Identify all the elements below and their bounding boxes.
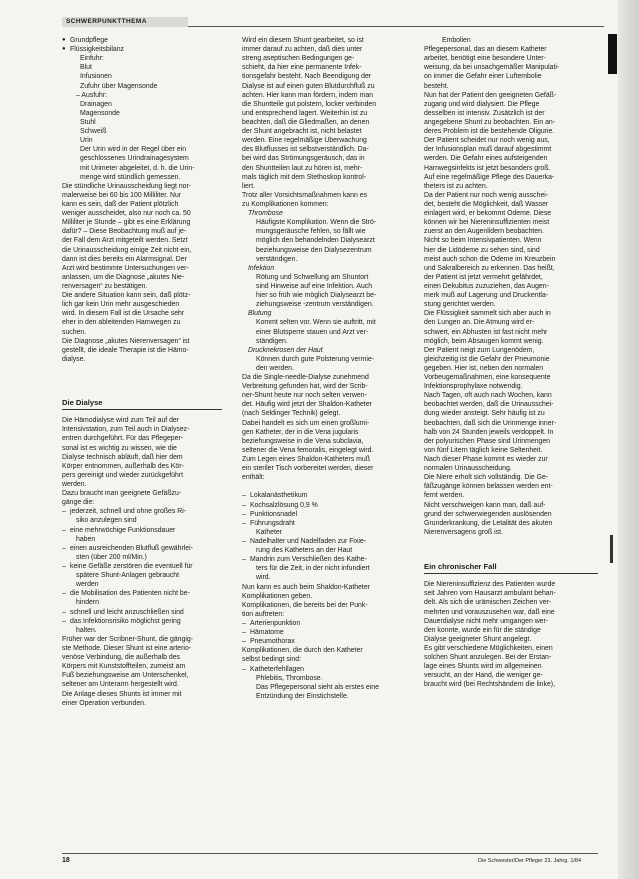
text-line: Nun hat der Patient den geeigneten Gefäß- (424, 91, 557, 99)
text-line: Die andere Situation kann sein, daß plötz- (62, 292, 191, 300)
text-line: Embolien (442, 37, 471, 44)
text-line: Die stündliche Urinausscheidung liegt nor- (62, 182, 192, 190)
text-line: zugang und wird dialysiert. Die Pflege (424, 100, 540, 108)
text-line: der Infusionsplan muß darauf abgestimmt (424, 146, 552, 154)
footer-rule (62, 853, 598, 854)
text-line: des Blutflusses ist selbstverständlich. Da- (242, 146, 369, 154)
text-line: merk muß auf Lagerung und Druckentla- (424, 292, 549, 300)
text-line: Milliliter je Stunde – gibt es eine Erklärung (62, 219, 191, 227)
text-column-2 (242, 36, 410, 701)
text-line: entren durchgeführt. Für das Pflegeper- (62, 435, 184, 443)
text-line: Können durch gute Polsterung vermie- (256, 355, 374, 363)
text-line: (nach Seldinger Technik) gelegt. (242, 410, 341, 418)
section-heading: Die Dialyse (62, 398, 103, 408)
text-line: einen Dekubitus zuzuziehen, das Augen- (424, 282, 549, 290)
text-line: beobachtet werden, daß die Urinausschei- (424, 401, 554, 409)
text-line: versucht, an der Hand, die weniger ge- (424, 672, 543, 680)
text-line: Die Anlage dieses Shunts ist immer mit (62, 690, 182, 698)
text-line: ziehungsweise -zentrum verständigen. (256, 301, 374, 309)
text-line: haben (76, 535, 96, 543)
text-line: hindern (76, 599, 99, 607)
text-line: kann es sein, daß der Patient plötzlich (62, 200, 179, 208)
text-line: Häufigste Komplikation. Wenn die Strö- (256, 219, 377, 227)
text-line: Auf eine regelmäßige Pflege des Dauerka- (424, 173, 555, 181)
text-line: beobachten, daß sich die Urinmenge inner- (424, 419, 557, 427)
text-line: fäßzugänge können belassen werden ent- (424, 483, 553, 491)
text-line: tionsgefahr besteht. Nach Beendigung der (242, 73, 372, 81)
text-line: deres Problem ist die bestehende Oligurie. (424, 128, 555, 136)
text-line: ters für die Zeit, in der nicht infundiert (256, 565, 370, 573)
text-line: zu Komplikationen kommen: (242, 200, 329, 208)
line-spacer (62, 382, 222, 391)
text-line: mals täglich mit dem Stethoskop kontrol- (242, 173, 367, 181)
text-line: meist auch schon die Ödeme im Kreuzbein (424, 255, 556, 263)
text-line: Infusionen (80, 73, 112, 81)
text-line: halten. (76, 626, 97, 634)
text-line: mehrten und vorauszusehen war, daß eine (424, 608, 555, 616)
text-line: und Sakralbereich zu erkennen. Das heißt, (424, 264, 555, 272)
text-line: anlassen, um die Diagnose „akutes Nie- (62, 273, 185, 281)
dash-item: – eine mehrwöchige Funktionsdauer (62, 526, 222, 535)
text-line: bei wird das Strömungsgeräusch, das in (242, 155, 365, 163)
text-line: Intensivstation, zum Teil auch in Dialysez- (62, 426, 190, 434)
text-line: selbst bedingt sind: (242, 656, 301, 664)
text-line: Die Flüssigkeit sammelt sich aber auch in (424, 310, 551, 318)
text-line: Der Patient neigt zum Lungenödem, (424, 346, 535, 354)
text-line: Thrombose (248, 210, 283, 218)
text-line: Drainagen (80, 100, 112, 108)
text-line: seit Jahren vom Hausarzt ambulant behan- (424, 590, 556, 598)
dash-item: – Lokalanästhetikum (242, 491, 410, 500)
text-line: immer darauf zu achten, daß dies unter (242, 46, 363, 54)
text-line: ständigen. (256, 337, 288, 345)
bullet-item: ● Grundpflege (62, 36, 222, 45)
text-line: dialyse. (62, 355, 86, 363)
text-line: Harnwegsinfekts ist jetzt besonders groß. (424, 164, 551, 172)
text-line: sind Hinweise auf eine Infektion. Auch (256, 282, 373, 290)
text-line: einer Blutsperre stauen und Arzt ver- (256, 328, 369, 336)
text-line: seltener die Vena femoralis, eingelegt wird. (242, 446, 374, 454)
text-line: venöse Verbindung, die außerhalb des (62, 654, 180, 662)
section-heading: Ein chronischer Fall (424, 562, 497, 572)
text-line: Pflegepersonal, das an diesem Katheter (424, 46, 547, 54)
text-line: enthält: (242, 474, 265, 482)
text-line: werden (76, 581, 99, 589)
text-line: normalen Urinausscheidung. (424, 465, 512, 473)
text-line: schieht, da hier eine permanente Infek- (242, 64, 362, 72)
text-line: Die Hämodialyse wird zum Teil auf der (62, 417, 180, 425)
text-line: Katheter (256, 528, 283, 536)
text-line: weisung, da bei unsachgemäßer Manipulati- (424, 64, 560, 72)
text-line: Rötung und Schwellung am Shuntort (256, 273, 369, 281)
text-line: und entsprechend lagert. Weiterhin ist zu (242, 109, 368, 117)
text-line: beachten, daß die Gliedmaßen, an denen (242, 118, 370, 126)
text-line: Dialyse ist auf einen guten Blutdurchfluß zu (242, 82, 375, 90)
dash-item: – keine Gefäße zerstören die eventuell für (62, 562, 222, 571)
dash-item: – einen ausreichenden Blutfluß gewährlei- (62, 544, 222, 553)
text-line: gänge die: (62, 499, 95, 507)
text-line: Es gibt verschiedene Möglichkeiten, einen (424, 645, 553, 652)
dash-item: – Hämatome (242, 628, 410, 637)
line-spacer (242, 482, 410, 491)
text-line: besteht. (424, 82, 449, 90)
text-line: Nierenversagens groß ist. (424, 528, 503, 536)
text-line: hier die Lidödeme zu sehen sind, sind (424, 246, 540, 254)
text-line: den werden. (256, 364, 294, 372)
line-spacer (424, 537, 598, 546)
text-line: Dialyse technisch abläuft, daß hier dem (62, 453, 183, 461)
text-line: der Shunt angebracht ist, nicht belastet (242, 128, 362, 136)
dash-item: – Arterienpunktion (242, 619, 410, 628)
text-line: Körpers mit Kunststoffteilen, zumeist am (62, 663, 186, 671)
page-number: 18 (62, 857, 70, 864)
bullet-item: ● Flüssigkeitsbilanz (62, 45, 222, 54)
text-line: eher in den ableitenden Harnwegen zu (62, 319, 181, 327)
text-line: Komplikationen geben. (242, 592, 313, 600)
text-line: lich gar kein Urin mehr ausgeschieden (62, 301, 180, 309)
text-line: Vorbeugemaßnahmen, eine konsequente (424, 374, 551, 382)
dash-item: – Nadelhalter und Nadelfaden zur Fixie- (242, 537, 410, 546)
text-line: sonal ist es wichtig zu wissen, wie die (62, 444, 177, 452)
text-line: Dialyse geeigneter Shunt angelegt. (424, 635, 532, 643)
text-line: Nach dieser Phase kommt es wieder zur (424, 456, 548, 464)
tab-marker (608, 34, 617, 74)
text-line: achten. Hier kann man fördern, indem man (242, 91, 373, 99)
text-line: stung gerichtet werden. (424, 301, 496, 309)
section-rubric: SCHWERPUNKTTHEMA (62, 17, 188, 27)
line-spacer (62, 373, 222, 382)
dash-item: – jederzeit, schnell und ohne großes Ri- (62, 507, 222, 516)
text-line: liert. (242, 182, 256, 190)
text-line: spätere Shunt-Anlagen gebraucht (76, 572, 180, 580)
text-column-3 (424, 36, 598, 690)
text-line: Trotz aller Vorsichtsmaßnahmen kann es (242, 191, 367, 199)
text-line: malerweise bei 60 bis 100 Milliliter. Nur (62, 191, 182, 199)
text-line: menge wird stündlich gemessen. (80, 173, 181, 181)
text-line: braucht wird (bei Rechtshändern die linke), (424, 681, 555, 689)
text-line: Nach Tagen, oft auch nach Wochen, kann (424, 392, 552, 400)
text-line: gen Katheter, der in die Vena jugularis (242, 428, 359, 436)
text-line: on immer die Gefahr einer Luftembolie (424, 73, 542, 81)
text-line: Zufuhr über Magensonde (80, 82, 158, 90)
text-line: den konnte, wurde ein für die ständige (424, 626, 541, 634)
text-line: angegebene Shunt zu beobachten. Ein an- (424, 118, 556, 126)
line-spacer (62, 364, 222, 373)
footer-citation: Die Schwester/Der Pfleger 23. Jahrg. 1/84 (478, 858, 582, 864)
text-line: Blutung (248, 310, 272, 318)
text-line: lage eines Shunts wird im allgemeinen (424, 663, 542, 671)
text-line: Stuhl (80, 118, 96, 126)
text-line: Drucknekrosen der Haut (248, 346, 323, 354)
text-line: mungsgeräusche fehlen, so fällt wie (256, 228, 366, 236)
text-line: delt. Als sich die urämischen Zeichen ver- (424, 599, 552, 607)
dash-item: – Pneumothorax (242, 637, 410, 646)
dash-item: – Führungsdraht (242, 519, 410, 528)
text-line: die Urinausscheidung einige Zeit nicht ein, (62, 246, 192, 254)
dash-item: – das Infektionsrisiko möglichst gering (62, 617, 222, 626)
text-line: Der Urin wird in der Regel über ein (80, 146, 187, 154)
text-line: rung des Katheters an der Haut (256, 547, 353, 555)
text-column-1 (62, 36, 222, 708)
text-line: den Lungen an. Die Atmung wird er- (424, 319, 535, 327)
text-line: von fünf Litern täglich keine Seltenheit. (424, 446, 543, 454)
text-line: Da die Single-needle-Dialyse zunehmend (242, 374, 369, 382)
text-line: arbeitet, benötigt eine besondere Unter- (424, 55, 546, 63)
text-line: der polyurischen Phase sind Urinmengen (424, 437, 551, 445)
text-line: verständigen. (256, 255, 298, 263)
text-line: sten (über 200 ml/Min.) (76, 553, 147, 561)
text-line: Wird ein diesem Shunt gearbeitet, so ist (242, 37, 364, 44)
text-line: weniger ausscheidet, also nur noch ca. 50 (62, 210, 191, 218)
text-line: die Shuntteile gut polstern, locker verbinden (242, 100, 377, 108)
text-line: gestellt, die ideale Therapie ist die Hämo- (62, 346, 189, 354)
text-line: werden. Eine regelmäßige Überwachung (242, 137, 367, 145)
text-line: Phlebitis, Thrombose. (256, 674, 323, 682)
text-line: Einfuhr: (80, 55, 104, 63)
text-line: Entzündung der Einstichstelle. (256, 692, 349, 700)
text-line: Das Pflegepersonal sieht als erstes eine (256, 683, 379, 691)
text-line: Fuß beziehungsweise am Unterschenkel, (62, 672, 189, 680)
text-line: geschlossenes Urindrainagesystem (80, 155, 189, 163)
dash-item: – Katheterfehllagen (242, 665, 410, 674)
text-line: Magensonde (80, 109, 120, 117)
text-line: Grunderkrankung, die Letalität des akuten (424, 519, 553, 527)
text-line: werden. Die Gefahr eines aufsteigenden (424, 155, 548, 163)
text-line: Komplikationen, die bereits bei der Punk- (242, 601, 368, 609)
text-line: hier so früh wie möglich Dialysearzt be- (256, 292, 377, 300)
text-line: suchen. (62, 328, 87, 336)
text-line: dung wieder ansteigt. Sehr häufig ist zu (424, 410, 545, 418)
text-line: der Fall dem Arzt mitgeteilt werden. Setzt (62, 237, 188, 245)
text-line: fernt werden. (424, 492, 465, 500)
text-line: desselben ist intensiv. Zusätzlich ist der (424, 109, 545, 117)
text-line: grund der schwerwiegenden auslösenden (424, 510, 552, 518)
text-line: Urin (80, 137, 93, 145)
text-line: Schweiß (80, 128, 107, 136)
dash-item: – Mandrin zum Verschließen des Kathe- (242, 555, 410, 564)
text-line: renversagen“ zu bestätigen. (62, 282, 148, 290)
text-line: beziehungsweise in die Vena subclavia, (242, 437, 364, 445)
text-line: Die Diagnose „akutes Nierenversagen“ ist (62, 337, 190, 345)
text-line: Dazu braucht man geeignete Gefäßzu- (62, 490, 182, 498)
text-line: Da der Patient nur noch wenig ausschei- (424, 191, 549, 199)
text-line: der Patient ist jetzt vermehrt gefährdet, (424, 273, 543, 281)
text-line: siko anzulegen sind (76, 517, 137, 525)
text-line: Der Patient scheidet nur noch wenig aus, (424, 137, 550, 145)
text-line: – Ausfuhr: (76, 91, 108, 99)
dash-item: – die Mobilisation des Patienten nicht be- (62, 589, 222, 598)
text-line: möglich, beim Absaugen kommt wenig. (424, 337, 544, 345)
text-line: wird. In diesem Fall ist die Ursache sehr (62, 310, 185, 318)
text-line: werden. (62, 481, 87, 489)
text-line: beziehungsweise den Dialysezentrum (256, 246, 372, 254)
heading-rule (424, 573, 598, 574)
text-line: ner-Shunt heute nur noch selten verwen- (242, 392, 367, 400)
text-line: Nicht so beim Intensivpatienten. Wenn (424, 237, 542, 245)
text-line: dann ist dies bereits ein Alarmsignal. Der (62, 255, 187, 263)
dash-item: – schnell und leicht anzuschließen sind (62, 608, 222, 617)
text-line: einer Operation verbunden. (62, 699, 146, 707)
text-line: einlagert wird, er bekommt Ödeme. Diese (424, 210, 552, 218)
text-line: theters ist zu achten. (424, 182, 488, 190)
text-line: gegeben. Hier ist, neben den normalen (424, 364, 544, 372)
text-line: wird. (256, 574, 271, 582)
text-line: det. Häufig wird jetzt der Shaldon-Katheter (242, 401, 372, 409)
text-line: Blut (80, 64, 92, 72)
text-line: Körper entnommen, außerhalb des Kör- (62, 462, 184, 470)
text-line: Nicht verschweigen kann man, daß auf- (424, 501, 546, 509)
text-line: ste Methode. Dieser Shunt ist eine arterio- (62, 645, 192, 652)
text-line: Nun kann es auch beim Shaldon-Katheter (242, 583, 370, 591)
text-line: Komplikationen, die durch den Katheter (242, 647, 363, 655)
text-line: halb von 24 Stunden jeweils verdoppelt. In (424, 428, 554, 436)
text-line: Früher war der Scribner-Shunt, die gängig- (62, 635, 193, 643)
text-line: seltener am Unterarm hergestellt wird. (62, 681, 179, 689)
page-edge-shadow (618, 0, 639, 879)
text-line: Kommt selten vor. Wenn sie auftritt, mit (256, 319, 376, 327)
text-line: Infektionsprophylaxe notwendig. (424, 383, 523, 391)
text-line: können wir bei Niereninsuffizienten meist (424, 219, 550, 227)
text-line: streng aseptischen Bedingungen ge- (242, 55, 355, 63)
text-line: Infektion (248, 264, 275, 272)
edge-mark (610, 535, 613, 563)
header-rule (188, 26, 604, 27)
text-line: Die Niere erholt sich vollständig. Die Ge- (424, 474, 549, 482)
text-line: Dauerdialyse nicht mehr umgangen wer- (424, 617, 549, 625)
text-line: pers gereinigt und wieder zurückgeführt (62, 471, 184, 479)
dash-item: – Kochsalzlösung 0,9 % (242, 501, 410, 510)
text-line: dafür? – Diese Beobachtung muß auf je- (62, 228, 187, 236)
text-line: zuerst an den Augenlidern beobachten. (424, 228, 544, 236)
text-line: mit Urimeter abgeleitet, d. h. die Urin- (80, 164, 195, 172)
text-line: Die Niereninsuffizienz des Patienten wurde (424, 581, 556, 589)
text-line: tion auftreten: (242, 610, 285, 618)
dash-item: – Punktionsnadel (242, 510, 410, 519)
text-line: solchen Shunt anzulegen. Bei der Erstan- (424, 654, 552, 662)
text-line: Zum Legen eines Shaldon-Katheters muß (242, 456, 370, 464)
line-spacer (424, 546, 598, 555)
text-line: Dabei handelt es sich um einen großlumi- (242, 419, 370, 427)
text-line: det, besteht die Möglichkeit, daß Wasser (424, 200, 549, 208)
heading-rule (62, 409, 222, 410)
text-line: Arzt wird bestimmte Untersuchungen ver- (62, 264, 189, 272)
text-line: Verbreitung gefunden hat, wird der Scrib- (242, 383, 368, 391)
text-line: den Shuntteilen laut zu hören ist, mehr- (242, 164, 363, 172)
text-line: ein steriler Tisch vorbereitet werden, dieser (242, 465, 374, 473)
text-line: schwert, ein Abhusten ist fast nicht mehr (424, 328, 548, 336)
text-line: gleichzeitig ist die Gefahr der Pneumonie (424, 355, 550, 363)
text-line: möglich den behandelnden Dialysearzt (256, 237, 375, 245)
